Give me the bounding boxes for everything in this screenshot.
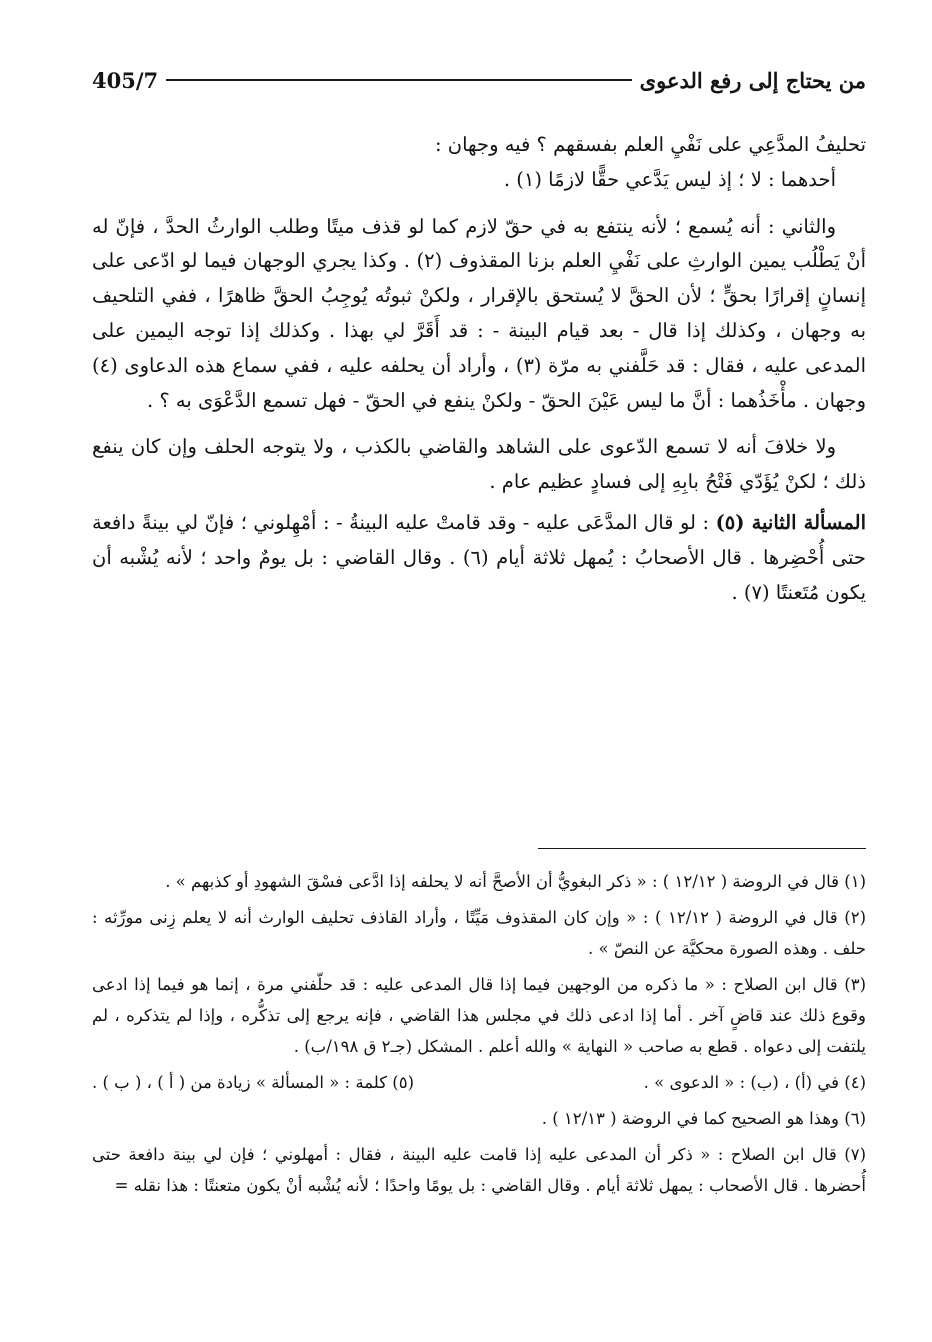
paragraph-3: والثاني : أنه يُسمع ؛ لأنه ينتفع به في حقّ لازم كما لو قذف ميتًا وطلب الوارثُ الحدَّ ، فإنّ له أنْ يَطْلُب يمين الوارثِ على نَفْيِ العلم بزنا المقذوف (٢) . وكذا يجري الوجهان فيما لو ادّعى على إنسانٍ إقرارًا بحقٍّ ؛ لأن الحقَّ لا يُستحق بالإقرار ، ولكنْ ثبوتُه يُوجِبُ الحقَّ ظاهرًا ، ففي التلحيف به وجهان ، وكذلك إذا قال - بعد قيام البينة - : قد أَقَرَّ لي بهذا . وكذلك إذا توجه اليمين على المدعى عليه ، فقال : قد حَلَّفني به مرّة (٣) ، وأراد أن يحلفه عليه ، ففي سماع هذه الدعاوى (٤) وجهان . مأْخَذُهما : أنَّ ما ليس عَيْنَ الحقّ - ولكنْ ينفع في الحقّ - فهل تسمع الدَّعْوَى به ؟ . xyxy=(92,214,866,412)
paragraph-4: ولا خلافَ أنه لا تسمع الدّعوى على الشاهد والقاضي بالكذب ، ولا يتوجه الحلف وإن كان ينفع ذلك ؛ لكنْ يُؤَدّي فَتْحُ بابِهِ إلى فسادٍ عظيم عام . xyxy=(92,435,866,494)
footnote-4: (٤) في (أ) ، (ب) : « الدعوى » . xyxy=(643,1073,866,1092)
footnote-6: (٦) وهذا هو الصحيح كما في الروضة ( ١٢/١٣ ) . xyxy=(541,1109,866,1128)
main-text xyxy=(92,128,866,610)
footnote-7: (٧) قال ابن الصلاح : « ذكر أن المدعى عليه إذا قامت عليه البينة ، فقال : أمهلوني ؛ فإن لي بينة دافعة حتى أُحضرها . قال الأصحاب : يمهل ثلاثة أيام . وقال القاضي : بل يومًا واحدًا ؛ لأنه يُشْبه أنْ يكون متعنتًا : هذا نقله = xyxy=(92,1145,866,1195)
issue-heading: المسألة الثانية (٥) xyxy=(715,510,866,534)
footnote-separator xyxy=(538,848,866,849)
paragraph-2: أحدهما : لا ؛ إذ ليس يَدَّعي حقًّا لازمًا (١) . xyxy=(503,167,836,191)
running-header xyxy=(92,60,866,100)
paragraph-1: تحليفُ المدَّعِي على نَفْيِ العلم بفسقهم ؟ فيه وجهان : xyxy=(435,133,866,156)
footnote-1: (١) قال في الروضة ( ١٢/١٢ ) : « ذكر البغويُّ أن الأصحَّ أنه لا يحلفه إذا ادَّعى فسْقَ الشهودِ أو كذبهم » . xyxy=(165,872,866,891)
footnote-row-4-5 xyxy=(92,1067,866,1098)
header-rule xyxy=(166,79,632,81)
footnote-3: (٣) قال ابن الصلاح : « ما ذكره من الوجهين فيما إذا قال المدعى عليه : قد حلّفني مرة ، إنما هو فيما إذا ادعى وقوع ذلك عند قاضٍ آخر . أما إذا ادعى ذلك في مجلس هذا القاضي ، فإنه يرجع إلى تذكُّره ، وإذا لم يتذكره ، لم يلتفت إلى دعواه . قطع به صاحب « النهاية » والله أعلم . المشكل (جـ٢ ق ١٩٨/ب) . xyxy=(92,975,866,1056)
paragraph-5-text: : لو قال المدَّعَى عليه - وقد قامتْ عليه البينةُ - : أمْهِلوني ؛ فإنّ لي بينةً دافعة حتى أُحْضِرها . قال الأصحابُ : يُمهل ثلاثة أيام (٦) . وقال القاضي : بل يومٌ واحد ؛ لأنه يُشْبه أن يكون مُتَعنتًا (٧) . xyxy=(92,510,866,604)
footnotes xyxy=(92,866,866,1206)
footnote-2: (٢) قال في الروضة ( ١٢/١٢ ) : « وإن كان المقذوف مَيِّتًا ، وأراد القاذف تحليف الوارث أنه لا يعلم زِنى مورِّثه : حلف . وهذه الصورة محكيَّة عن النصّ » . xyxy=(92,908,866,958)
footnote-5: (٥) كلمة : « المسألة » زيادة من ( أ ) ، ( ب ) . xyxy=(92,1073,415,1092)
chapter-title: من يحتاج إلى رفع الدعوى xyxy=(639,67,866,93)
paragraph-5 xyxy=(92,506,866,610)
page-number: 405/7 xyxy=(92,67,159,93)
